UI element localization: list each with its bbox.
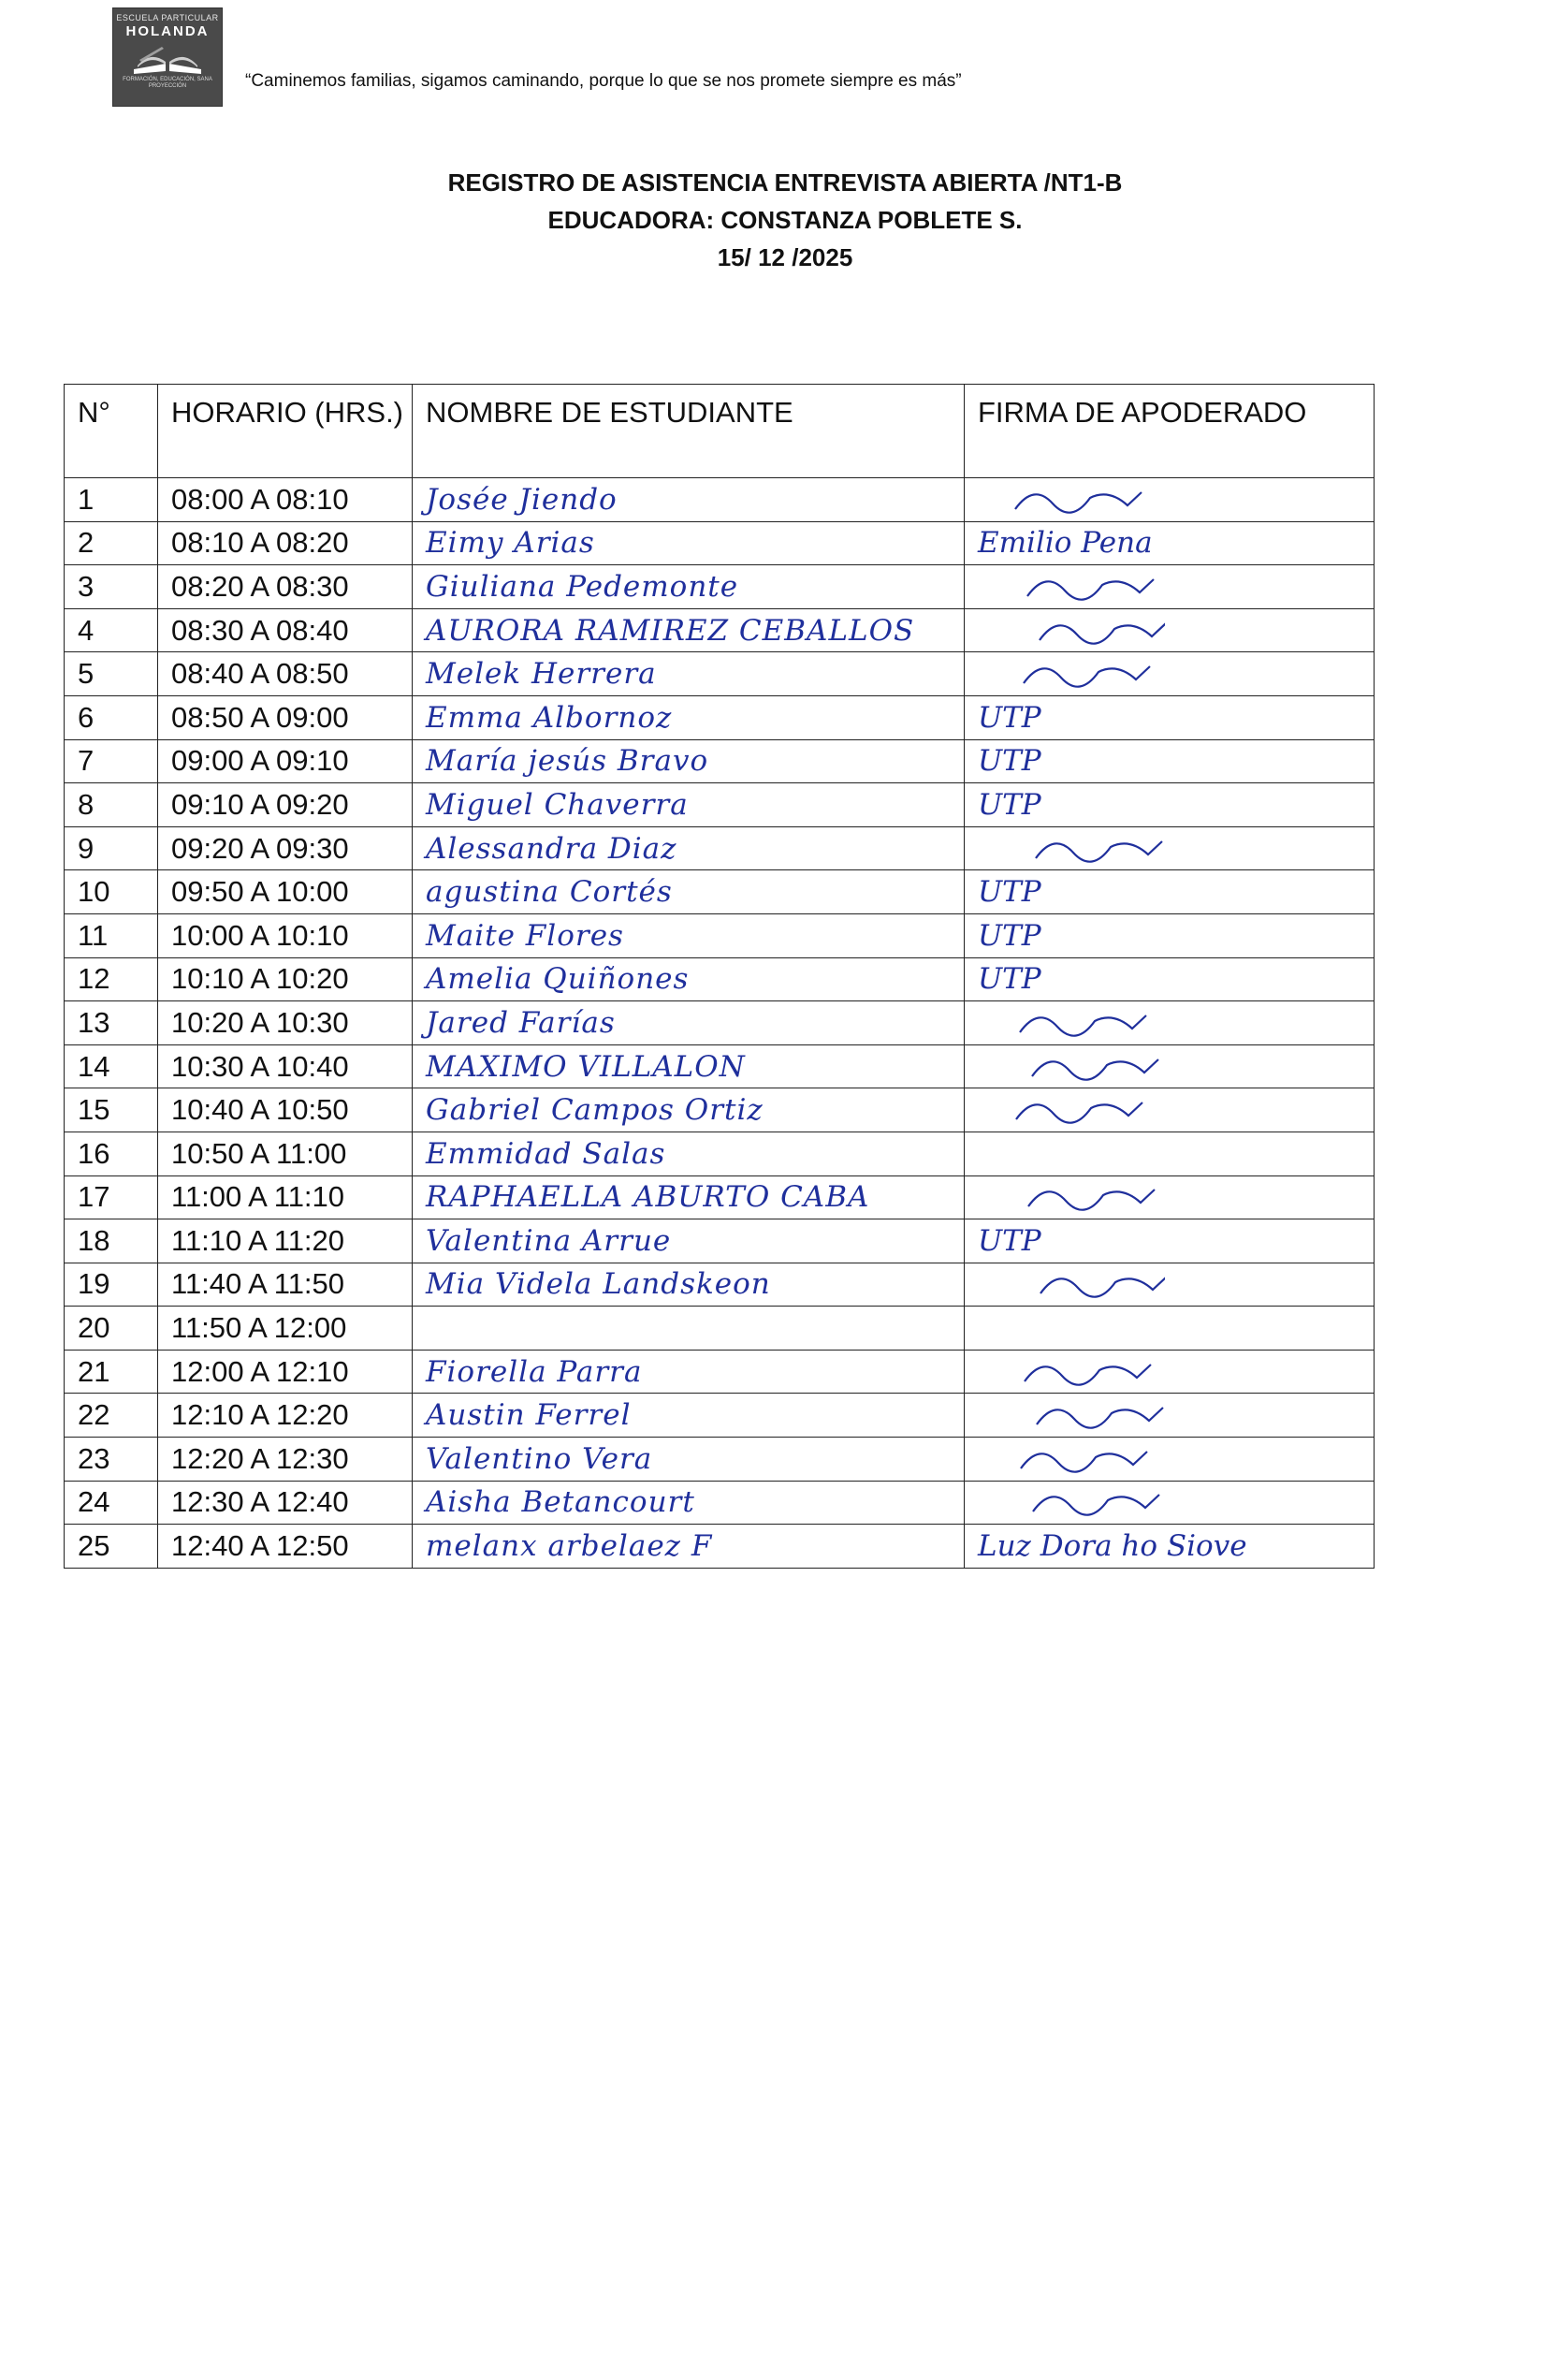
table-row	[65, 1175, 1375, 1219]
row-schedule: 10:10 A 10:20	[158, 957, 413, 1001]
signature-scribble	[978, 830, 1165, 868]
row-schedule: 12:00 A 12:10	[158, 1350, 413, 1394]
table-row	[65, 608, 1375, 652]
row-schedule: 11:40 A 11:50	[158, 1263, 413, 1307]
row-student-name: agustina Cortés	[413, 870, 965, 914]
table-row	[65, 957, 1375, 1001]
row-schedule: 11:10 A 11:20	[158, 1219, 413, 1263]
row-student-name: Amelia Quiñones	[413, 957, 965, 1001]
row-schedule: 10:40 A 10:50	[158, 1088, 413, 1132]
row-guardian-signature	[965, 1001, 1375, 1045]
row-number: 23	[65, 1438, 158, 1482]
signature-scribble	[978, 1091, 1165, 1129]
signature-scribble	[978, 1396, 1165, 1434]
row-student-name: Alessandra Diaz	[413, 826, 965, 870]
table-row	[65, 1044, 1375, 1088]
table-row	[65, 826, 1375, 870]
table-row	[65, 1132, 1375, 1175]
signature-scribble	[978, 1483, 1165, 1521]
row-schedule: 10:30 A 10:40	[158, 1044, 413, 1088]
table-row	[65, 739, 1375, 783]
row-guardian-signature	[965, 1307, 1375, 1351]
row-number: 17	[65, 1175, 158, 1219]
table-row	[65, 521, 1375, 565]
row-student-name: melanx arbelaez F	[413, 1525, 965, 1569]
row-guardian-signature	[965, 1132, 1375, 1175]
table-row	[65, 652, 1375, 696]
row-schedule: 12:10 A 12:20	[158, 1394, 413, 1438]
row-number: 5	[65, 652, 158, 696]
row-guardian-signature: Emilio Pena	[965, 521, 1375, 565]
row-number: 9	[65, 826, 158, 870]
row-student-name	[413, 1307, 965, 1351]
row-number: 3	[65, 565, 158, 609]
row-guardian-signature	[965, 1481, 1375, 1525]
row-guardian-signature	[965, 478, 1375, 522]
header-schedule: HORARIO (HRS.)	[158, 385, 413, 478]
row-number: 14	[65, 1044, 158, 1088]
row-student-name: Jared Farías	[413, 1001, 965, 1045]
row-schedule: 08:20 A 08:30	[158, 565, 413, 609]
header-signature: FIRMA DE APODERADO	[965, 385, 1375, 478]
row-guardian-signature	[965, 1350, 1375, 1394]
row-number: 1	[65, 478, 158, 522]
row-number: 18	[65, 1219, 158, 1263]
row-guardian-signature	[965, 1175, 1375, 1219]
row-student-name: Valentina Arrue	[413, 1219, 965, 1263]
row-number: 19	[65, 1263, 158, 1307]
row-student-name: Austin Ferrel	[413, 1394, 965, 1438]
header-number: N°	[65, 385, 158, 478]
row-guardian-signature	[965, 652, 1375, 696]
row-schedule: 08:40 A 08:50	[158, 652, 413, 696]
signature-scribble	[978, 481, 1165, 518]
row-student-name: RAPHAELLA ABURTO CABA	[413, 1175, 965, 1219]
signature-scribble	[978, 1440, 1165, 1478]
table-row	[65, 1350, 1375, 1394]
row-guardian-signature: UTP	[965, 783, 1375, 827]
row-number: 15	[65, 1088, 158, 1132]
row-number: 11	[65, 913, 158, 957]
table-row	[65, 1263, 1375, 1307]
row-guardian-signature	[965, 1088, 1375, 1132]
school-logo	[112, 7, 223, 107]
row-schedule: 11:50 A 12:00	[158, 1307, 413, 1351]
row-number: 13	[65, 1001, 158, 1045]
row-guardian-signature	[965, 1044, 1375, 1088]
document-title: REGISTRO DE ASISTENCIA ENTREVISTA ABIERTA /NT1-B	[447, 168, 1123, 197]
row-schedule: 12:30 A 12:40	[158, 1481, 413, 1525]
table-row	[65, 1481, 1375, 1525]
row-schedule: 10:20 A 10:30	[158, 1001, 413, 1045]
row-number: 22	[65, 1394, 158, 1438]
row-guardian-signature	[965, 608, 1375, 652]
row-student-name: Aisha Betancourt	[413, 1481, 965, 1525]
logo-top-text: ESCUELA PARTICULAR	[116, 13, 219, 22]
row-number: 21	[65, 1350, 158, 1394]
row-schedule: 09:00 A 09:10	[158, 739, 413, 783]
table-header-row	[65, 385, 1375, 478]
row-number: 10	[65, 870, 158, 914]
row-guardian-signature	[965, 826, 1375, 870]
table-row	[65, 695, 1375, 739]
row-guardian-signature: UTP	[965, 739, 1375, 783]
row-student-name: Valentino Vera	[413, 1438, 965, 1482]
row-guardian-signature	[965, 1438, 1375, 1482]
table-row	[65, 1394, 1375, 1438]
signature-scribble	[978, 1048, 1165, 1086]
row-guardian-signature: UTP	[965, 957, 1375, 1001]
table-row	[65, 1219, 1375, 1263]
document-date: 15/ 12 /2025	[717, 243, 853, 271]
row-guardian-signature	[965, 1394, 1375, 1438]
table-row	[65, 1438, 1375, 1482]
row-number: 16	[65, 1132, 158, 1175]
row-schedule: 11:00 A 11:10	[158, 1175, 413, 1219]
row-number: 24	[65, 1481, 158, 1525]
row-student-name: María jesús Bravo	[413, 739, 965, 783]
row-student-name: Emmidad Salas	[413, 1132, 965, 1175]
row-student-name: Eimy Arias	[413, 521, 965, 565]
row-student-name: Mia Videla Landskeon	[413, 1263, 965, 1307]
row-student-name: Gabriel Campos Ortiz	[413, 1088, 965, 1132]
row-number: 8	[65, 783, 158, 827]
row-number: 6	[65, 695, 158, 739]
row-student-name: Giuliana Pedemonte	[413, 565, 965, 609]
educator-line: EDUCADORA: CONSTANZA POBLETE S.	[547, 206, 1023, 234]
table-row	[65, 870, 1375, 914]
row-number: 7	[65, 739, 158, 783]
logo-bottom-text: FORMACIÓN, EDUCACIÓN, SANA PROYECCIÓN	[123, 77, 212, 89]
table-row	[65, 565, 1375, 609]
row-guardian-signature: UTP	[965, 870, 1375, 914]
table-row	[65, 913, 1375, 957]
row-student-name: Miguel Chaverra	[413, 783, 965, 827]
row-student-name: Josée Jiendo	[413, 478, 965, 522]
row-number: 20	[65, 1307, 158, 1351]
header-student: NOMBRE DE ESTUDIANTE	[413, 385, 965, 478]
signature-scribble	[978, 1178, 1165, 1216]
row-schedule: 12:40 A 12:50	[158, 1525, 413, 1569]
row-number: 4	[65, 608, 158, 652]
book-icon	[130, 43, 205, 75]
attendance-table	[64, 384, 1375, 1569]
table-row	[65, 1525, 1375, 1569]
row-student-name: Emma Albornoz	[413, 695, 965, 739]
row-schedule: 09:20 A 09:30	[158, 826, 413, 870]
signature-scribble	[978, 1353, 1165, 1391]
signature-scribble	[978, 1265, 1165, 1303]
table-row	[65, 1001, 1375, 1045]
row-guardian-signature	[965, 565, 1375, 609]
row-guardian-signature: UTP	[965, 1219, 1375, 1263]
signature-scribble	[978, 1004, 1165, 1042]
signature-scribble	[978, 655, 1165, 693]
row-student-name: Melek Herrera	[413, 652, 965, 696]
row-schedule: 08:00 A 08:10	[158, 478, 413, 522]
row-guardian-signature: Luz Dora ho Siove	[965, 1525, 1375, 1569]
row-schedule: 12:20 A 12:30	[158, 1438, 413, 1482]
row-schedule: 09:10 A 09:20	[158, 783, 413, 827]
table-row	[65, 478, 1375, 522]
row-schedule: 08:10 A 08:20	[158, 521, 413, 565]
row-schedule: 10:50 A 11:00	[158, 1132, 413, 1175]
logo-school-name: HOLANDA	[125, 23, 210, 39]
row-number: 25	[65, 1525, 158, 1569]
row-student-name: Fiorella Parra	[413, 1350, 965, 1394]
table-row	[65, 1088, 1375, 1132]
row-schedule: 08:50 A 09:00	[158, 695, 413, 739]
row-schedule: 10:00 A 10:10	[158, 913, 413, 957]
row-student-name: Maite Flores	[413, 913, 965, 957]
table-row	[65, 783, 1375, 827]
row-number: 2	[65, 521, 158, 565]
motto-text: “Caminemos familias, sigamos caminando, porque lo que se nos promete siempre es más”	[245, 71, 962, 91]
row-student-name: MAXIMO VILLALON	[413, 1044, 965, 1088]
row-guardian-signature: UTP	[965, 695, 1375, 739]
row-student-name: AURORA RAMIREZ CEBALLOS	[413, 608, 965, 652]
row-schedule: 08:30 A 08:40	[158, 608, 413, 652]
row-guardian-signature: UTP	[965, 913, 1375, 957]
table-row	[65, 1307, 1375, 1351]
signature-scribble	[978, 568, 1165, 606]
signature-scribble	[978, 612, 1165, 650]
row-guardian-signature	[965, 1263, 1375, 1307]
row-schedule: 09:50 A 10:00	[158, 870, 413, 914]
row-number: 12	[65, 957, 158, 1001]
